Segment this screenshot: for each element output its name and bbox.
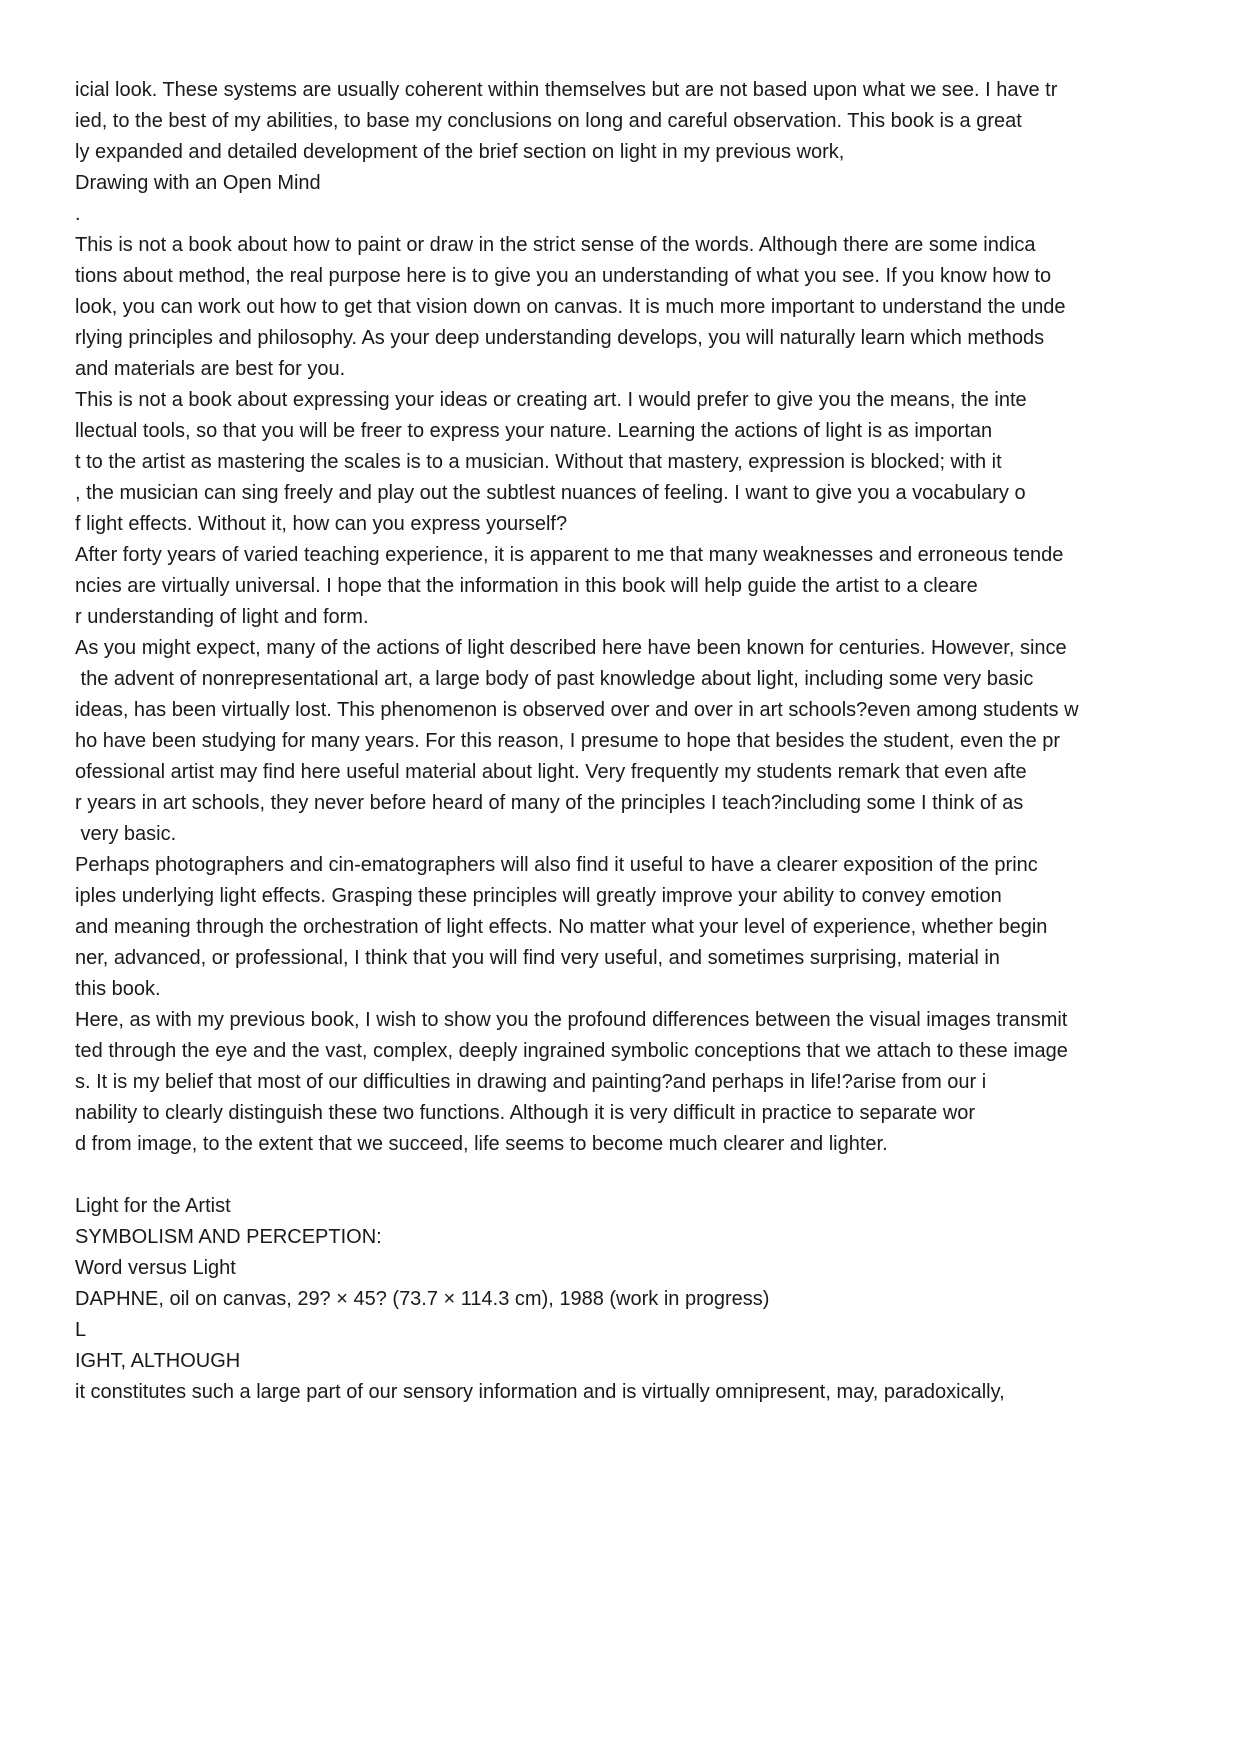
chapter-heading: SYMBOLISM AND PERCEPTION: — [75, 1226, 382, 1248]
body-line: ner, advanced, or professional, I think that you will find very useful, and sometimes surprising, material in — [75, 947, 1000, 969]
body-line: Here, as with my previous book, I wish to show you the profound differences between the visual images transmit — [75, 1009, 1068, 1031]
body-line: ied, to the best of my abilities, to base my conclusions on long and careful observation. This book is a great — [75, 110, 1022, 132]
chapter-subheading: Word versus Light — [75, 1257, 236, 1279]
body-line: look, you can work out how to get that vision down on canvas. It is much more important to understand the unde — [75, 296, 1066, 318]
body-line: r years in art schools, they never before heard of many of the principles I teach?including some I think of as — [75, 792, 1024, 814]
body-line: and materials are best for you. — [75, 358, 346, 380]
body-line: d from image, to the extent that we succeed, life seems to become much clearer and lighter. — [75, 1133, 888, 1155]
drop-cap-letter: L — [75, 1319, 87, 1341]
body-line: llectual tools, so that you will be freer to express your nature. Learning the actions of light is as importan — [75, 420, 993, 442]
document-text — [75, 75, 1225, 1408]
body-line: the advent of nonrepresentational art, a large body of past knowledge about light, including some very basic — [75, 668, 1034, 690]
body-line: Perhaps photographers and cin-ematographers will also find it useful to have a clearer exposition of the princ — [75, 854, 1038, 876]
body-line: Drawing with an Open Mind — [75, 172, 321, 194]
body-line: ofessional artist may find here useful material about light. Very frequently my students remark that even afte — [75, 761, 1027, 783]
body-line: After forty years of varied teaching experience, it is apparent to me that many weaknesses and erroneous tende — [75, 544, 1064, 566]
body-line: very basic. — [75, 823, 177, 845]
body-line: ho have been studying for many years. For this reason, I presume to hope that besides the student, even the pr — [75, 730, 1061, 752]
body-line: ly expanded and detailed development of the brief section on light in my previous work, — [75, 141, 845, 163]
body-line: it constitutes such a large part of our sensory information and is virtually omnipresent, may, paradoxically, — [75, 1381, 1005, 1403]
body-line: tions about method, the real purpose here is to give you an understanding of what you see. If you know how to — [75, 265, 1052, 287]
body-line: f light effects. Without it, how can you express yourself? — [75, 513, 568, 535]
body-line: icial look. These systems are usually coherent within themselves but are not based upon what we see. I have tr — [75, 79, 1058, 101]
body-line: This is not a book about how to paint or draw in the strict sense of the words. Although there are some indica — [75, 234, 1036, 256]
body-line: this book. — [75, 978, 161, 1000]
figure-caption: DAPHNE, oil on canvas, 29? × 45? (73.7 × 114.3 cm), 1988 (work in progress) — [75, 1288, 770, 1310]
body-line: rlying principles and philosophy. As your deep understanding develops, you will naturally learn which methods — [75, 327, 1045, 349]
body-line: s. It is my belief that most of our difficulties in drawing and painting?and perhaps in life!?arise from our i — [75, 1071, 987, 1093]
body-line: iples underlying light effects. Grasping these principles will greatly improve your ability to convey emotion — [75, 885, 1002, 907]
body-line: ted through the eye and the vast, complex, deeply ingrained symbolic conceptions that we attach to these image — [75, 1040, 1068, 1062]
body-line: r understanding of light and form. — [75, 606, 369, 628]
book-title: Light for the Artist — [75, 1195, 231, 1217]
body-line: This is not a book about expressing your ideas or creating art. I would prefer to give you the means, the inte — [75, 389, 1027, 411]
body-line: and meaning through the orchestration of light effects. No matter what your level of experience, whether begin — [75, 916, 1048, 938]
body-line: t to the artist as mastering the scales is to a musician. Without that mastery, expression is blocked; with it — [75, 451, 1002, 473]
body-line: nability to clearly distinguish these two functions. Although it is very difficult in practice to separate wor — [75, 1102, 976, 1124]
body-line: . — [75, 203, 81, 225]
body-line: As you might expect, many of the actions of light described here have been known for centuries. However, since — [75, 637, 1067, 659]
paragraph-gap — [75, 1160, 1225, 1191]
body-line: , the musician can sing freely and play out the subtlest nuances of feeling. I want to give you a vocabulary o — [75, 482, 1026, 504]
opening-words: IGHT, ALTHOUGH — [75, 1350, 241, 1372]
body-line: ideas, has been virtually lost. This phenomenon is observed over and over in art schools?even among students w — [75, 699, 1079, 721]
body-line: ncies are virtually universal. I hope that the information in this book will help guide the artist to a cleare — [75, 575, 978, 597]
